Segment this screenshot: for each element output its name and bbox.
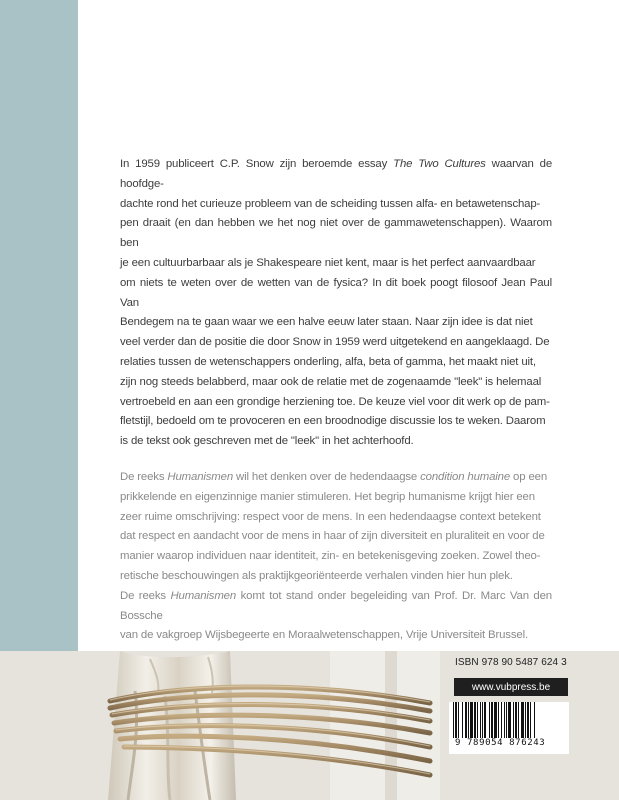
barcode-bar — [521, 702, 524, 738]
series-line: zeer ruime omschrijving: respect voor de mens. In een hedendaagse context betekent — [120, 510, 541, 523]
barcode-bar — [527, 702, 529, 738]
barcode-bar — [470, 702, 473, 738]
barcode-bar — [518, 702, 519, 738]
barcode-bar — [506, 702, 507, 738]
blurb-line: In 1959 publiceert C.P. Snow zijn beroemde essay The Two Cultures waarvan de hoofdge- — [120, 158, 553, 190]
publisher-website-text: www.vubpress.be — [471, 681, 551, 693]
barcode-bar — [477, 702, 478, 738]
series-editor-paragraph — [120, 587, 552, 646]
barcode-bar — [458, 702, 459, 738]
barcode-bar — [455, 702, 457, 738]
blurb-paragraph — [120, 155, 552, 452]
series-name-italic: Humanismen — [170, 589, 237, 602]
blurb-line: veel verder dan de positie die door Snow in 1959 werd uitgetekend en aangeklaagd. De — [120, 336, 550, 349]
publisher-website — [454, 678, 568, 696]
editor-line: De reeks Humanismen komt tot stand onder begeleiding van Prof. Dr. Marc Van den Bossche — [120, 589, 552, 622]
series-line: dat respect en aandacht voor de mens in haar of zijn diversiteit en pluraliteit en voor de — [120, 530, 545, 543]
barcode-bar — [494, 702, 497, 738]
blurb-line: is de tekst ook geschreven met de "leek" in het achterhoofd. — [120, 435, 414, 448]
barcode-bar — [482, 702, 483, 738]
blurb-line: pen draait (en dan hebben we het nog niet over de gammawetenschappen). Waarom ben — [120, 217, 552, 250]
editor-line: van de vakgroep Wijsbegeerte en Moraalwetenschappen, Vrije Universiteit Brussel. — [120, 629, 528, 642]
blurb-line: dachte rond het curieuze probleem van de scheiding tussen alfa- en betawetenschap- — [120, 197, 541, 210]
isbn-label: ISBN 978 90 5487 624 3 — [455, 657, 567, 668]
barcode-bar — [515, 702, 517, 738]
cover-spine-band — [0, 0, 78, 651]
barcode-bar — [468, 702, 469, 738]
series-line: manier waarop individuen naar identiteit, zin- en betekenisgeving zoeken. Zowel theo- — [120, 550, 541, 563]
barcode-digits: 9 789054 876243 — [455, 738, 546, 748]
barcode-bar — [501, 702, 502, 738]
barcode-bar — [504, 702, 505, 738]
blurb-line: Bendegem na te gaan waar we een halve eeuw later staan. Naar zijn idee is dat niet — [120, 316, 533, 329]
barcode-bar — [484, 702, 486, 738]
back-cover-text — [120, 155, 552, 646]
book-title-italic: The Two Cultures — [393, 158, 486, 170]
series-line: prikkelende en eigenzinnige manier stimuleren. Het begrip humanisme krijgt hier een — [120, 490, 535, 503]
barcode-bar — [465, 702, 467, 738]
barcode-bar — [534, 702, 535, 738]
barcode-bar — [508, 702, 511, 738]
blurb-line: relaties tussen de wetenschappers onderling, alfa, beta of gamma, het maakt niet uit, — [120, 355, 536, 368]
barcode-bar — [491, 702, 493, 738]
blurb-line: vertroebeld en aan een grondige herziening toe. De keuze viel voor dit werk op de pam- — [120, 395, 550, 408]
blurb-line: om niets te weten over de wetten van de fysica? In dit boek poogt filosoof Jean Paul Van — [120, 276, 552, 309]
series-description-paragraph — [120, 468, 552, 587]
barcode-bar — [489, 702, 490, 738]
blurb-line: zijn nog steeds belabberd, maar ook de relatie met de zogenaamde "leek" is helemaal — [120, 375, 542, 388]
blurb-line: je een cultuurbarbaar als je Shakespeare niet kent, maar is het perfect aanvaardbaar — [120, 256, 536, 269]
barcode-bar — [474, 702, 476, 738]
barcode-bar — [513, 702, 514, 738]
series-line: De reeks Humanismen wil het denken over de hedendaagse condition humaine op een — [120, 470, 548, 483]
barcode-bar — [525, 702, 526, 738]
series-line: retische beschouwingen als praktijkgeoriënteerde verhalen vinden hier hun plek. — [120, 569, 513, 582]
barcode-bar — [530, 702, 531, 738]
barcode-bar — [498, 702, 499, 738]
barcode-bar — [480, 702, 481, 738]
barcode-bar — [462, 702, 463, 738]
barcode-bar — [453, 702, 454, 738]
series-name-italic: Humanismen — [167, 470, 234, 483]
barcode-bars — [449, 702, 569, 738]
condition-humaine-italic: condition humaine — [420, 470, 511, 483]
blurb-line: fletstijl, bedoeld om te provoceren en een broodnodige discussie los te weken. Daarom — [120, 415, 546, 428]
